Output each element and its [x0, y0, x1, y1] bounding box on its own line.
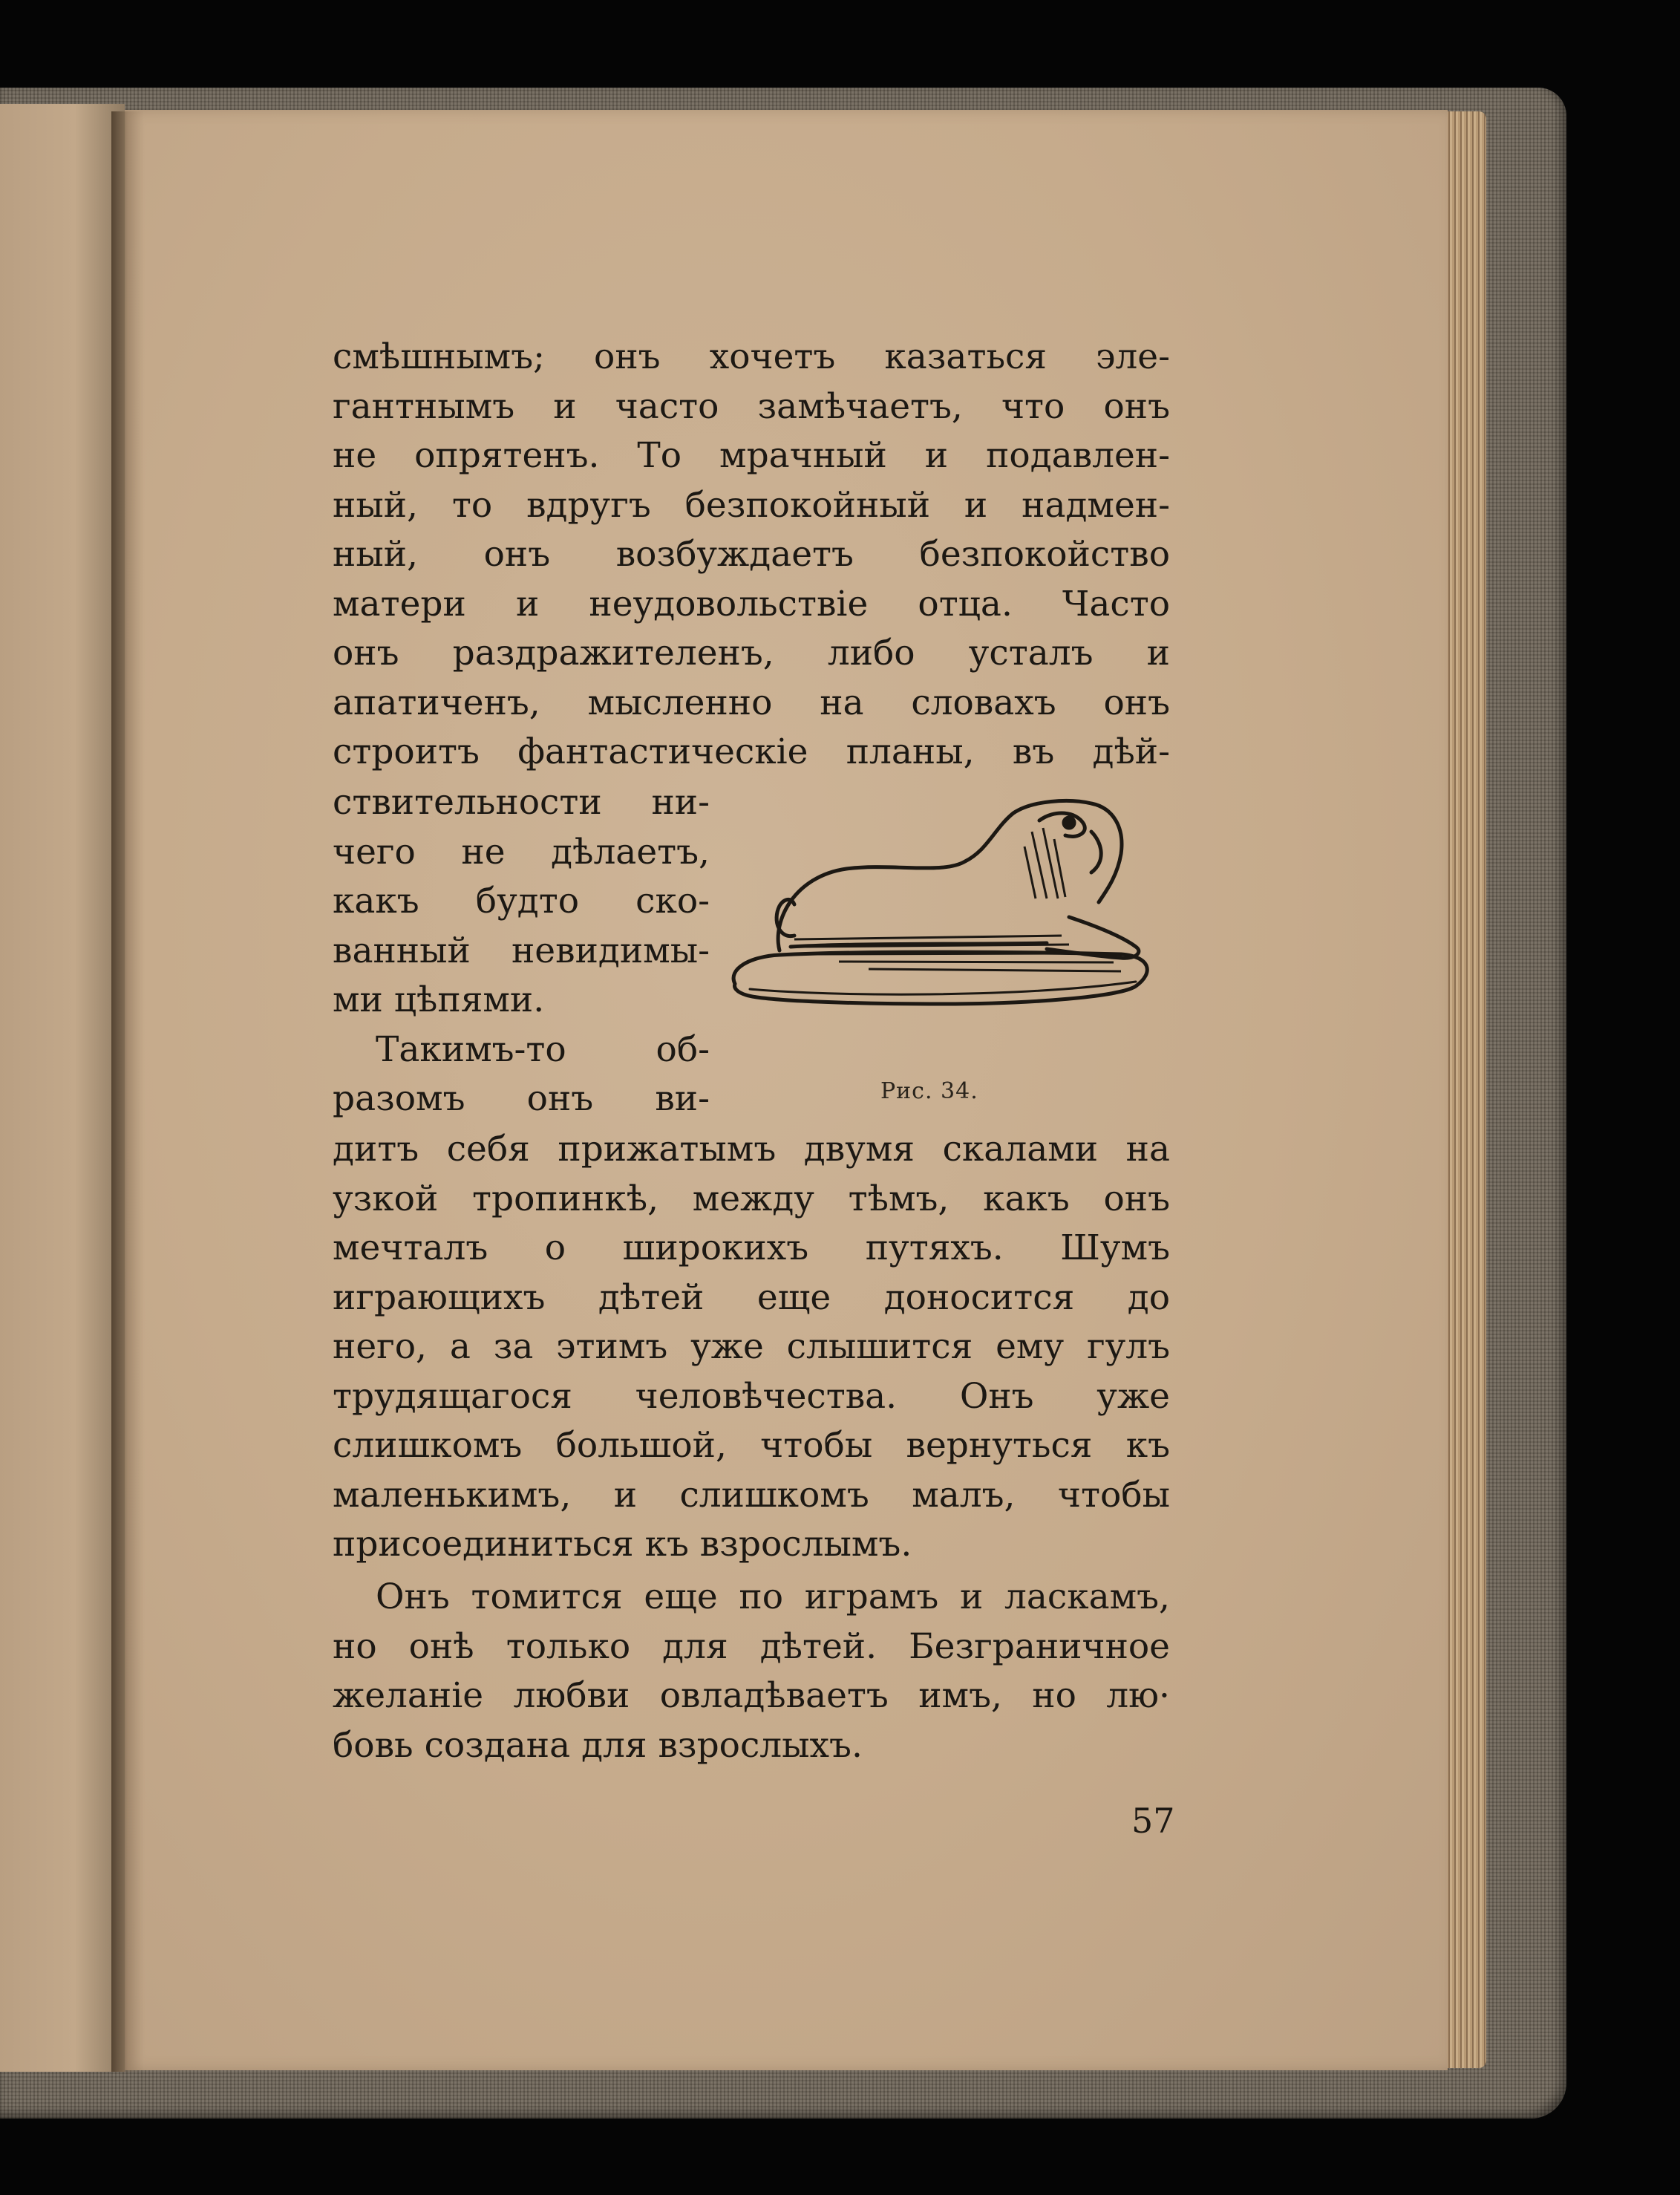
left-page-edge: [0, 104, 125, 2072]
text-line: разомъ онъ ви-: [333, 1078, 710, 1119]
text-line: матери и неудовольствіе отца. Часто: [333, 583, 1170, 624]
text-line: смѣшнымъ; онъ хочетъ казаться эле-: [333, 336, 1170, 377]
paragraph-top: [333, 333, 1170, 777]
text-line: Такимъ-то об-: [376, 1028, 710, 1070]
page-edges: [1446, 111, 1486, 2068]
text-line: играющихъ дѣтей еще доносится до: [333, 1276, 1170, 1318]
text-line: мечталъ о широкихъ путяхъ. Шумъ: [333, 1227, 1170, 1268]
text-line: него, а за этимъ уже слышится ему гулъ: [333, 1326, 1170, 1367]
text-line: апатиченъ, мысленно на словахъ онъ: [333, 682, 1170, 723]
paragraph-last: [333, 1573, 1170, 1770]
text-line: слишкомъ большой, чтобы вернуться къ: [333, 1425, 1170, 1466]
figure-caption: Рис. 34.: [880, 1078, 978, 1104]
text-line: маленькимъ, и слишкомъ малъ, чтобы: [333, 1474, 1170, 1516]
page-number: 57: [1131, 1801, 1175, 1841]
text-line: не опрятенъ. То мрачный и подавлен-: [333, 435, 1170, 476]
text-line: желаніе любви овладѣваетъ имъ, но лю·: [333, 1675, 1170, 1716]
text-line: ный, то вдругъ безпокойный и надмен-: [333, 484, 1170, 526]
text-line: трудящагося человѣчества. Онъ уже: [333, 1375, 1170, 1417]
text-line: строитъ фантастическіе планы, въ дѣй-: [333, 731, 1170, 772]
text-line: узкой тропинкѣ, между тѣмъ, какъ онъ: [333, 1178, 1170, 1219]
text-line: онъ раздражителенъ, либо усталъ и: [333, 633, 1170, 673]
text-line: но онѣ только для дѣтей. Безграничное: [333, 1625, 1170, 1667]
text-line: бовь создана для взрослыхъ.: [333, 1724, 863, 1766]
book-gutter: [111, 111, 144, 2072]
text-line: гантнымъ и часто замѣчаетъ, что онъ: [333, 385, 1170, 427]
text-line: ный, онъ возбуждаетъ безпокойство: [333, 534, 1170, 575]
text-line: какъ будто ско-: [333, 881, 710, 922]
paragraph-bottom: [333, 1125, 1170, 1570]
text-line: Онъ томится еще по играмъ и ласкамъ,: [376, 1576, 1170, 1617]
paragraph-wrap: [333, 778, 710, 1124]
lamb-illustration: [720, 787, 1158, 1054]
text-line: дитъ себя прижатымъ двумя скалами на: [333, 1129, 1170, 1170]
text-line: присоединиться къ взрослымъ.: [333, 1524, 912, 1565]
text-line: ми цѣпями.: [333, 979, 545, 1020]
text-line: ванный невидимы-: [333, 930, 710, 971]
text-line: ствительности ни-: [333, 782, 710, 823]
text-line: чего не дѣлаетъ,: [333, 831, 710, 873]
